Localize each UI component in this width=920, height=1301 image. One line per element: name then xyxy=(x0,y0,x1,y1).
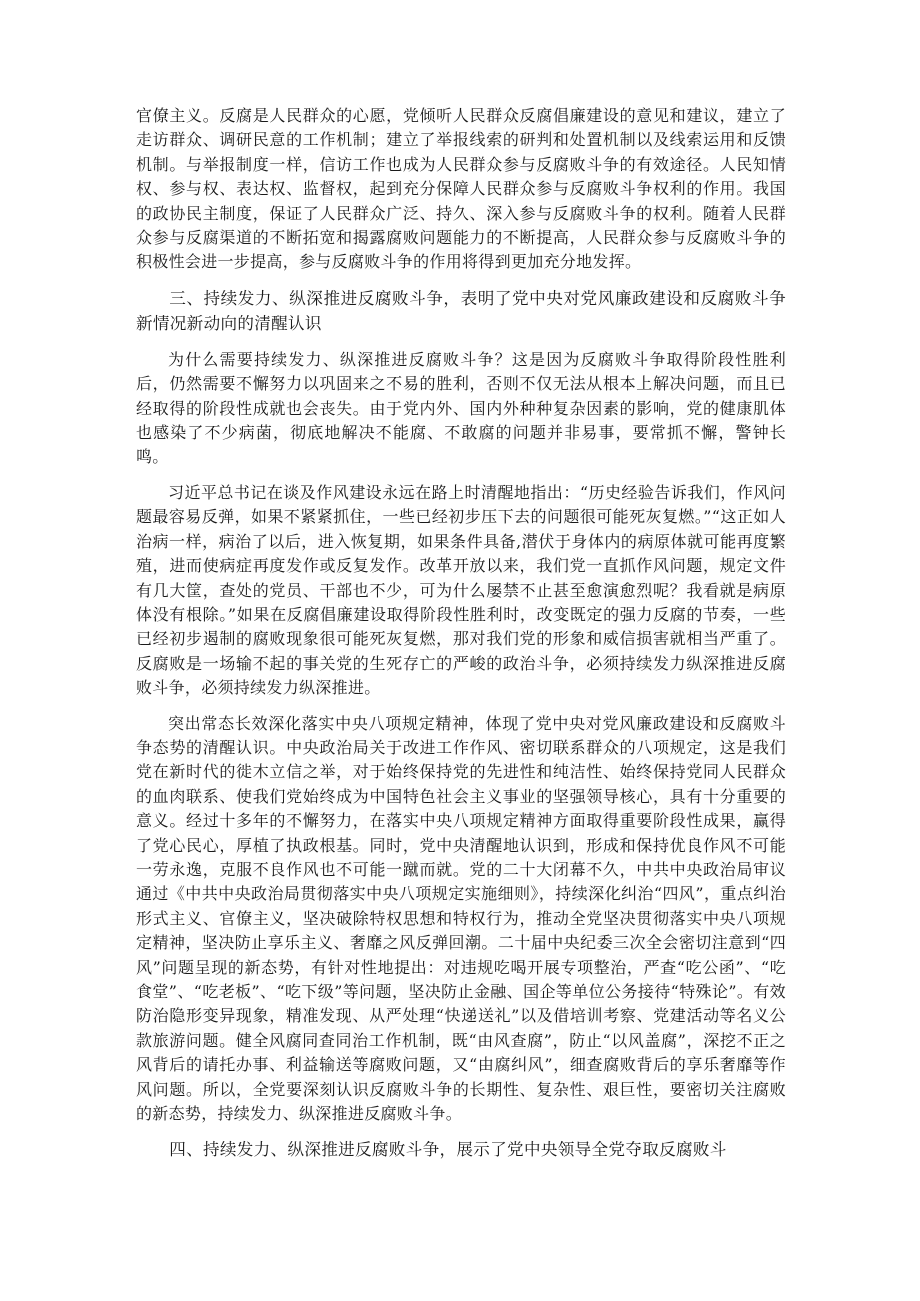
paragraph-continuation: 官僚主义。反腐是人民群众的心愿，党倾听人民群众反腐倡廉建设的意见和建议，建立了走访群众、调研民意的工作机制；建立了举报线索的研判和处置机制以及线索运用和反馈机制。与举报制度一样，信访工作也成为人民群众参与反腐败斗争的有效途径。人民知情权、参与权、表达权、监督权，起到充分保障人民群众参与反腐败斗争权利的作用。我国的政协民主制度，保证了人民群众广泛、持久、深入参与反腐败斗争的权利。随着人民群众参与反腐渠道的不断拓宽和揭露腐败问题能力的不断提高，人民群众参与反腐败斗争的积极性会进一步提高，参与反腐败斗争的作用将得到更加充分地发挥。 xyxy=(136,106,786,272)
document-page xyxy=(136,104,786,1174)
section-heading-4: 四、持续发力、纵深推进反腐败斗争，展示了党中央领导全党夺取反腐败斗 xyxy=(169,1140,727,1160)
paragraph: 为什么需要持续发力、纵深推进反腐败斗争？这是因为反腐败斗争取得阶段性胜利后，仍然需要不懈努力以巩固来之不易的胜利，否则不仅无法从根本上解决问题，而且已经取得的阶段性成就也会丧失。由于党内外、国内外种种复杂因素的影响，党的健康肌体也感染了不少病菌，彻底地解决不能腐、不敢腐的问题并非易事，要常抓不懈，警钟长鸣。 xyxy=(136,349,786,467)
section-heading-3: 三、持续发力、纵深推进反腐败斗争，表明了党中央对党风廉政建设和反腐败斗争新情况新动向的清醒认识 xyxy=(136,288,786,333)
paragraph: 突出常态长效深化落实中央八项规定精神，体现了党中央对党风廉政建设和反腐败斗争态势的清醒认识。中央政治局关于改进工作作风、密切联系群众的八项规定，这是我们党在新时代的徙木立信之举，对于始终保持党的先进性和纯洁性、始终保持党同人民群众的血肉联系、使我们党始终成为中国特色社会主义事业的坚强领导核心，具有十分重要的意义。经过十多年的不懈努力，在落实中央八项规定精神方面取得重要阶段性成果，赢得了党心民心，厚植了执政根基。同时，党中央清醒地认识到，形成和保持优良作风不可能一劳永逸，克服不良作风也不可能一蹴而就。党的二十大闭幕不久，中共中央政治局审议通过《中共中央政治局贯彻落实中央八项规定实施细则》，持续深化纠治“四风”，重点纠治形式主义、官僚主义，坚决破除特权思想和特权行为，推动全党坚决贯彻落实中央八项规定精神，坚决防止享乐主义、奢靡之风反弹回潮。二十届中央纪委三次全会密切注意到“四风”问题呈现的新态势，有针对性地提出：对违规吃喝开展专项整治，严查“吃公函”、“吃食堂”、“吃老板”、“吃下级”等问题，坚决防止金融、国企等单位公务接待“特殊论”。有效防治隐形变异现象，精准发现、从严处理“快递送礼”以及借培训考察、党建活动等名义公款旅游问题。健全风腐同查同治工作机制，既“由风查腐”，防止“以风盖腐”，深挖不正之风背后的请托办事、利益输送等腐败问题，又“由腐纠风”，细查腐败背后的享乐奢靡等作风问题。所以，全党要深刻认识反腐败斗争的长期性、复杂性、艰巨性，要密切关注腐败的新态势，持续发力、纵深推进反腐败斗争。 xyxy=(136,713,786,1124)
paragraph-quote: 习近平总书记在谈及作风建设永远在路上时清醒地指出：“历史经验告诉我们，作风问题最容易反弹，如果不紧紧抓住，一些已经初步压下去的问题很可能死灰复燃。”“这正如人治病一样，病治了以后，进入恢复期，如果条件具备,潜伏于身体内的病原体就可能再度繁殖，进而使病症再度发作或反复发作。改革开放以来，我们党一直抓作风问题，规定文件有几大筐，查处的党员、干部也不少，可为什么屡禁不止甚至愈演愈烈呢？我看就是病原体没有根除。”如果在反腐倡廉建设取得阶段性胜利时，改变既定的强力反腐的节奏，一些已经初步遏制的腐败现象很可能死灰复燃，那对我们党的形象和威信损害就相当严重了。反腐败是一场输不起的事关党的生死存亡的严峻的政治斗争，必须持续发力纵深推进反腐败斗争，必须持续发力纵深推进。 xyxy=(136,482,786,698)
